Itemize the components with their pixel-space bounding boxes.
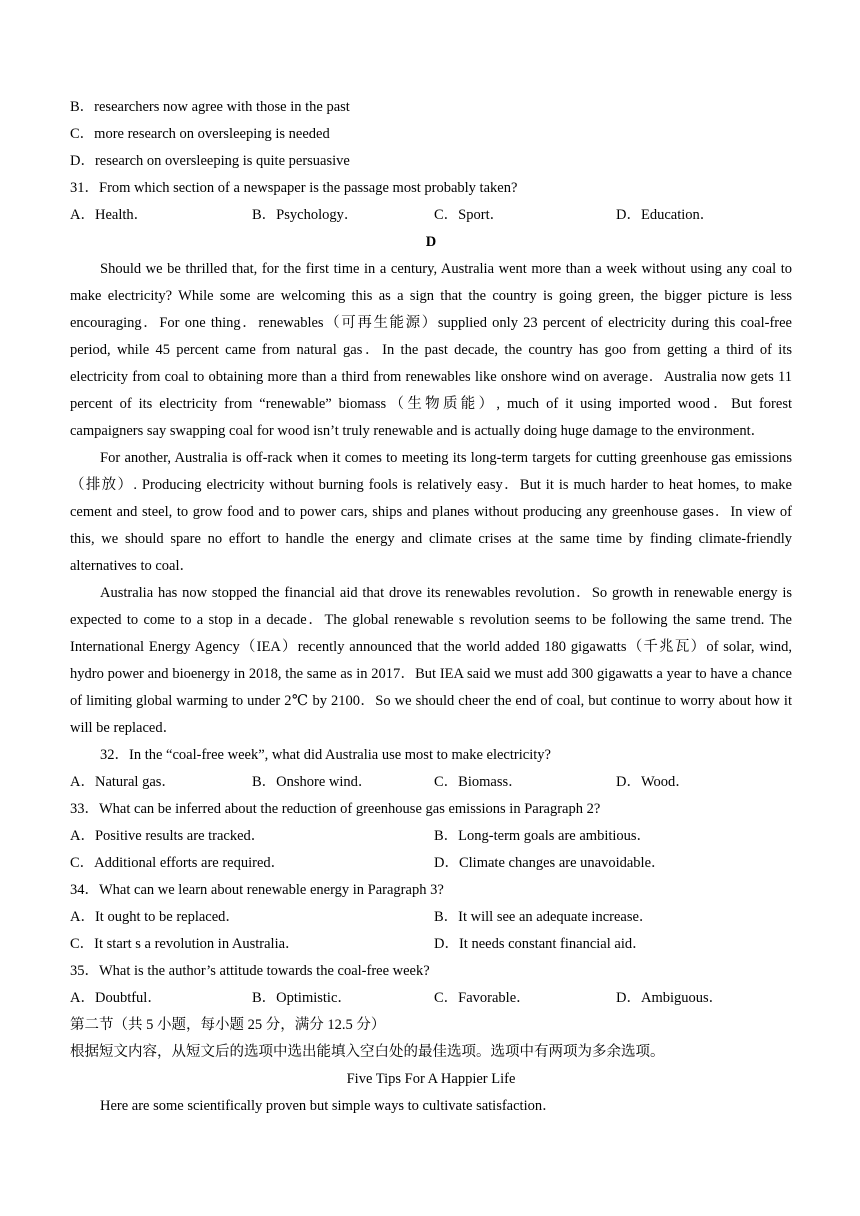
q35-option-a: A．Doubtful． <box>70 990 162 1006</box>
q32-option-d: D．Wood． <box>616 774 690 790</box>
section-two-heading: 第二节（共 5 小题，每小题 25 分，满分 12.5 分） <box>70 1017 386 1033</box>
prev-option-c: C．more research on oversleeping is needed <box>70 126 330 142</box>
q31-option-d: D．Education． <box>616 207 715 223</box>
q34-option-d: D．It needs constant financial aid． <box>434 936 647 952</box>
q34-option-b: B．It will see an adequate increase． <box>434 909 654 925</box>
q32-option-c: C．Biomass． <box>434 774 523 790</box>
q35-option-c: C．Favorable． <box>434 990 531 1006</box>
passage-intro: Here are some scientifically proven but simple ways to cultivate satisfaction． <box>100 1098 557 1114</box>
q35-option-d: D．Ambiguous． <box>616 990 724 1006</box>
question-33-stem: 33．What can be inferred about the reduction of greenhouse gas emissions in Paragraph 2? <box>70 801 601 817</box>
q32-option-a: A．Natural gas． <box>70 774 176 790</box>
q34-option-c: C．It start s a revolution in Australia． <box>70 936 300 952</box>
section-two-instruction: 根据短文内容，从短文后的选项中选出能填入空白处的最佳选项。选项中有两项为多余选项。 <box>70 1044 665 1060</box>
question-32-stem: 32．In the “coal-free week”, what did Australia use most to make electricity? <box>100 747 551 763</box>
question-31-options <box>70 202 792 229</box>
prev-option-b: B．researchers now agree with those in the past <box>70 99 350 115</box>
question-34-stem: 34．What can we learn about renewable energy in Paragraph 3? <box>70 882 444 898</box>
q35-option-b: B．Optimistic． <box>252 990 352 1006</box>
q31-option-c: C．Sport． <box>434 207 505 223</box>
question-35-options <box>70 985 792 1012</box>
question-31-stem: 31．From which section of a newspaper is the passage most probably taken? <box>70 180 518 196</box>
q33-option-a: A．Positive results are tracked． <box>70 828 266 844</box>
prev-option-d: D．research on oversleeping is quite persuasive <box>70 153 350 169</box>
question-34-options-row-2 <box>70 931 792 958</box>
section-d-heading: D <box>425 234 437 250</box>
question-33-options-row-2 <box>70 850 792 877</box>
passage-paragraph-1: Should we be thrilled that, for the first time in a century, Australia went more than a week without using any coal to make electricity? While some are welcoming this as a sign that the country is going green, the bigger picture is less encouraging．For one thing．renewables（可再生能源）supplied only 23 percent of electricity during this coal-free period, while 45 percent came from natural gas．In the past decade, the country has goo from getting a third of its electricity from coal to obtaining more than a third from renewables like onshore wind on average．Australia now gets 11 percent of its electricity from “renewable” biomass（生物质能）, much of it using imported wood．But forest campaigners say swapping coal for wood isn’t truly renewable and is actually doing huge damage to the environment． <box>70 261 792 439</box>
q31-option-b: B．Psychology． <box>252 207 359 223</box>
q33-option-b: B．Long-term goals are ambitious． <box>434 828 652 844</box>
q31-option-a: A．Health． <box>70 207 149 223</box>
question-34-options-row-1 <box>70 904 792 931</box>
passage-paragraph-2: For another, Australia is off-rack when it comes to meeting its long-term targets for cutting greenhouse gas emissions（排放）. Producing electricity without burning fools is relatively easy．But it is much harder to heat homes, to make cement and steel, to grow food and to power cars, ships and planes without producing any greenhouse gases．In view of this, we should spare no effort to handle the energy and climate crises at the same time by finding climate-friendly alternatives to coal． <box>70 450 792 574</box>
passage-title: Five Tips For A Happier Life <box>346 1071 516 1087</box>
q32-option-b: B．Onshore wind． <box>252 774 373 790</box>
question-35-stem: 35．What is the author’s attitude towards the coal-free week? <box>70 963 430 979</box>
exam-page <box>70 94 792 1120</box>
q33-option-d: D．Climate changes are unavoidable． <box>434 855 666 871</box>
passage-paragraph-3: Australia has now stopped the financial aid that drove its renewables revolution．So growth in renewable energy is expected to come to a stop in a decade．The global renewable s revolution seems to be following the same trend. The International Energy Agency（IEA）recently announced that the world added 180 gigawatts（千兆瓦）of solar, wind, hydro power and bioenergy in 2018, the same as in 2017．But IEA said we must add 300 gigawatts a year to have a chance of limiting global warming to under 2℃ by 2100．So we should cheer the end of coal, but continue to worry about how it will be replaced． <box>70 585 792 736</box>
q34-option-a: A．It ought to be replaced． <box>70 909 240 925</box>
question-32-options <box>70 769 792 796</box>
q33-option-c: C．Additional efforts are required． <box>70 855 286 871</box>
question-33-options-row-1 <box>70 823 792 850</box>
